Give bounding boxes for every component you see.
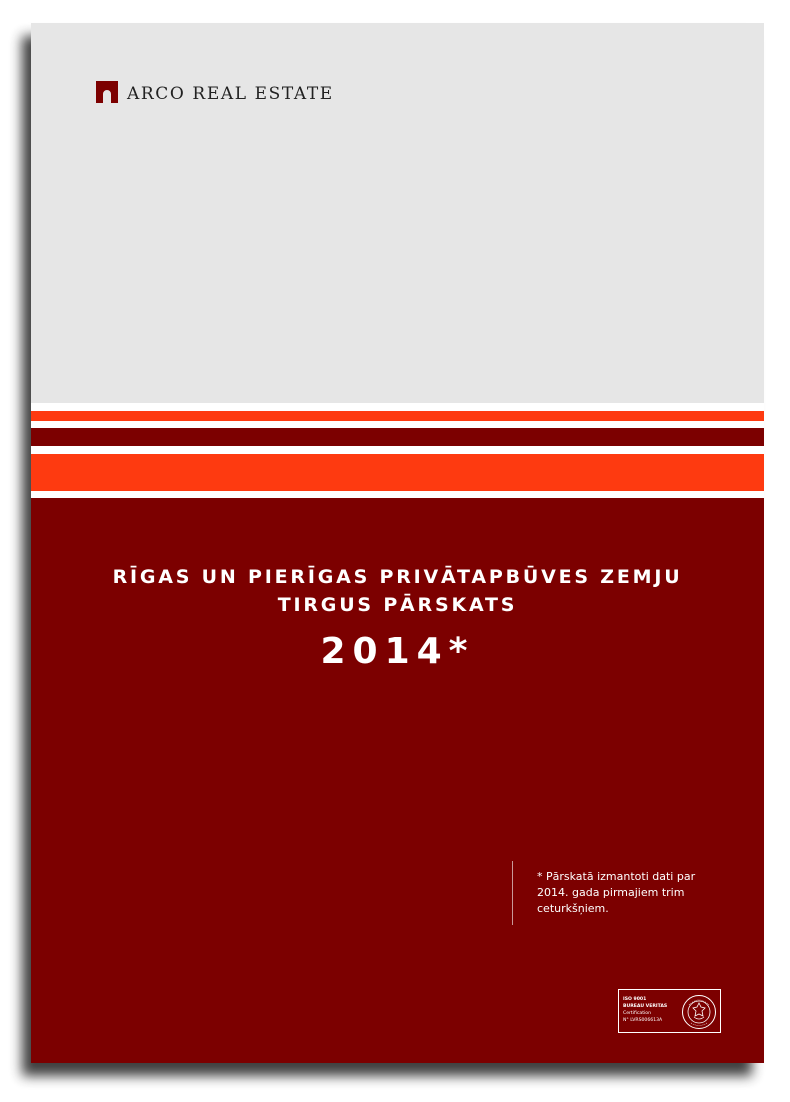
- cert-body: BUREAU VERITAS: [623, 1004, 668, 1009]
- red-stripe: [31, 428, 764, 446]
- cert-label: Certification: [623, 1011, 652, 1016]
- report-title-line-1: RĪGAS UN PIERĪGAS PRIVĀTAPBŪVES ZEMJU: [112, 566, 683, 588]
- brochure-cover: [31, 23, 764, 1063]
- cert-standard: ISO 9001: [623, 997, 647, 1002]
- footnote-divider: [512, 861, 513, 925]
- report-year: 2014*: [320, 631, 475, 672]
- orange-wide-stripe: [31, 454, 764, 491]
- top-grey-panel: [31, 23, 764, 403]
- arch-logo-icon: [96, 81, 118, 103]
- report-title-line-2: TIRGUS PĀRSKATS: [277, 594, 518, 616]
- footnote-line-3: ceturkšņiem.: [537, 902, 609, 915]
- certification-text: [623, 996, 683, 1024]
- footnote-line-2: 2014. gada pirmajiem trim: [537, 886, 685, 899]
- cert-number: N° LVRS006613A: [623, 1018, 663, 1023]
- certification-badge: [618, 989, 721, 1033]
- footnote: [537, 869, 737, 917]
- brand-logo: [96, 81, 334, 103]
- bureau-veritas-seal-icon: [681, 993, 717, 1031]
- report-title: [31, 563, 764, 619]
- footnote-line-1: * Pārskatā izmantoti dati par: [537, 870, 696, 883]
- orange-thin-stripe: [31, 411, 764, 421]
- brand-name: ARCO REAL ESTATE: [127, 84, 334, 104]
